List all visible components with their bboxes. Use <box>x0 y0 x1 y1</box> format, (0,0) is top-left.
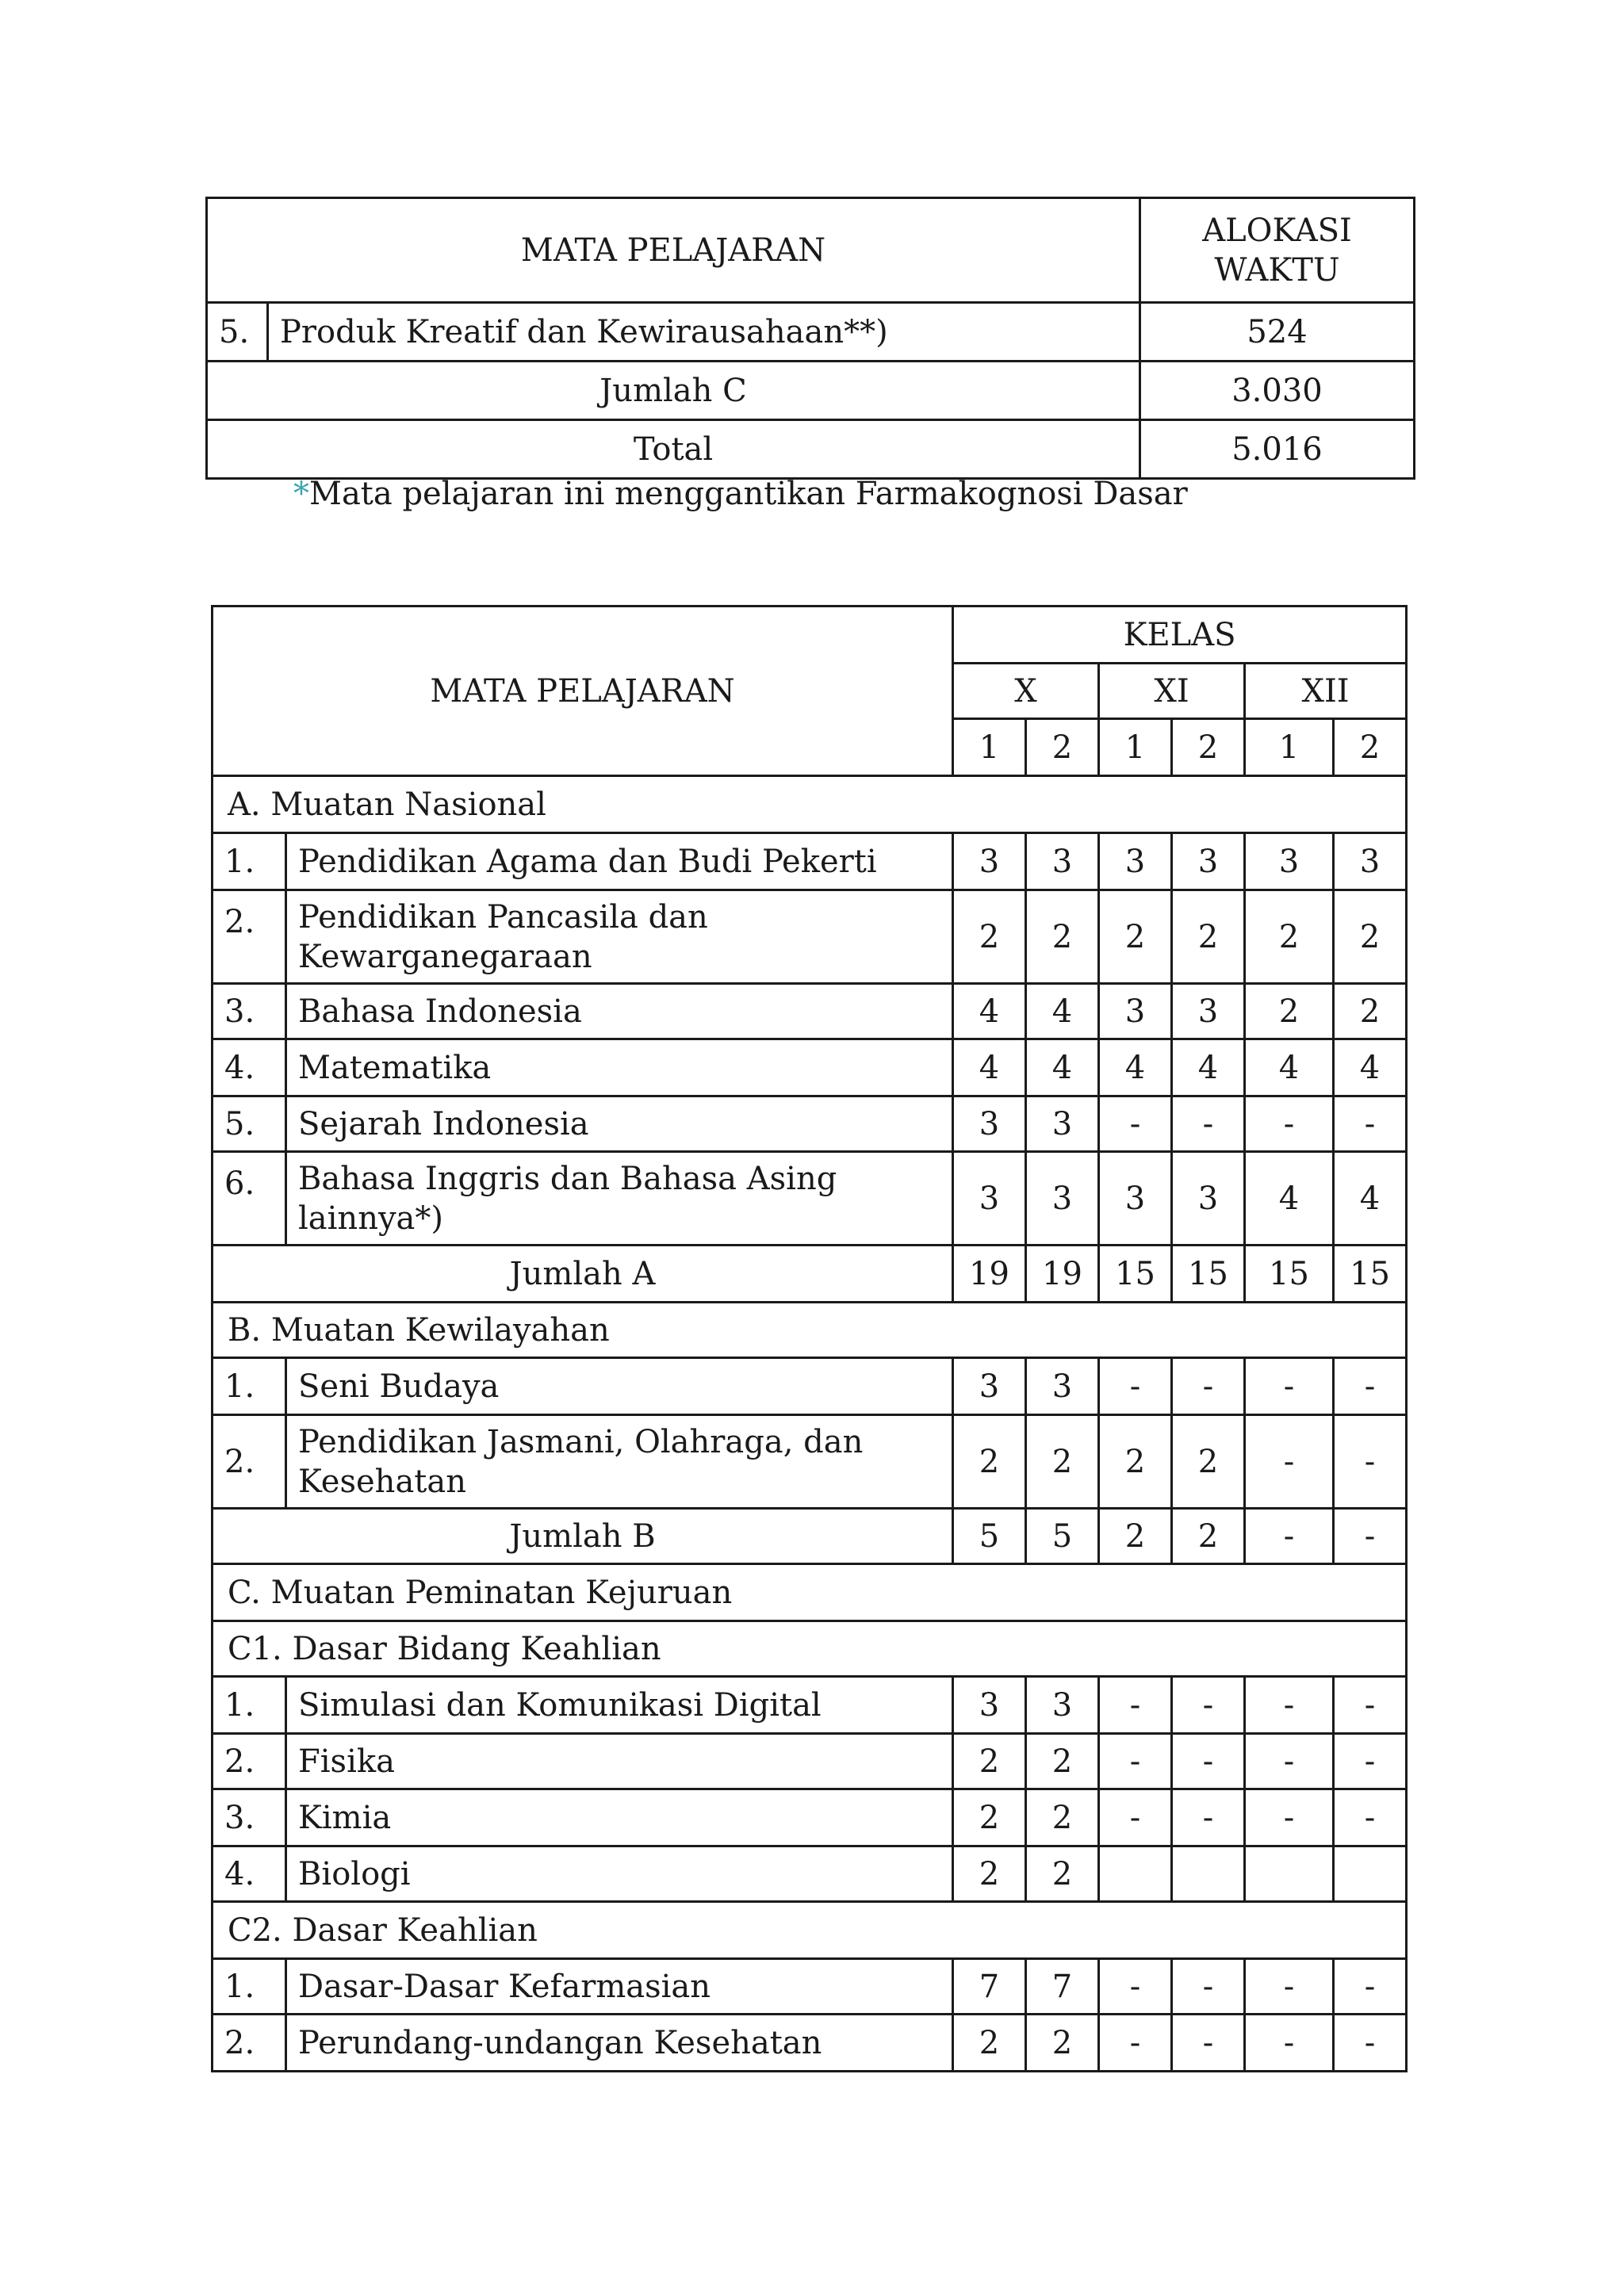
table-row <box>213 1358 1407 1415</box>
row-number: 2. <box>213 2015 286 2072</box>
jumlah-c-label: Jumlah C <box>207 362 1140 420</box>
row-number: 1. <box>213 1677 286 1734</box>
sum-value: 2 <box>1099 1509 1172 1564</box>
table-row <box>213 2015 1407 2072</box>
total-value: 5.016 <box>1140 420 1415 479</box>
footnote-text: Mata pelajaran ini menggantikan Farmakognosi Dasar <box>309 476 1188 512</box>
allocation-table <box>205 197 1415 480</box>
sum-value: 5 <box>1026 1509 1099 1564</box>
cell-value: 3 <box>953 833 1026 890</box>
cell-value: - <box>1245 1358 1334 1415</box>
semester: 1 <box>953 719 1026 776</box>
semester: 2 <box>1026 719 1099 776</box>
row-subject: Bahasa Indonesia <box>286 984 953 1039</box>
cell-value: 3 <box>1026 1096 1099 1152</box>
row-subject <box>286 1152 953 1246</box>
table-row <box>213 833 1407 890</box>
row-number: 1. <box>213 1358 286 1415</box>
cell-value: 2 <box>1026 1734 1099 1789</box>
row-subject-line1: Pendidikan Pancasila dan <box>298 898 708 936</box>
row-number: 6. <box>213 1152 286 1246</box>
cell-value: 3 <box>1026 1152 1099 1246</box>
sum-value: 15 <box>1334 1246 1407 1303</box>
cell-value: - <box>1172 1677 1245 1734</box>
row-value: 524 <box>1140 303 1415 362</box>
cell-value: - <box>1245 1789 1334 1846</box>
cell-value: - <box>1099 1789 1172 1846</box>
row-subject: Dasar-Dasar Kefarmasian <box>286 1959 953 2015</box>
row-number: 5. <box>207 303 268 362</box>
cell-value: - <box>1172 1734 1245 1789</box>
row-number: 2. <box>213 890 286 984</box>
cell-value: 2 <box>1026 1846 1099 1902</box>
cell-value: - <box>1245 1677 1334 1734</box>
table-row <box>213 1415 1407 1509</box>
cell-value: - <box>1334 1959 1407 2015</box>
cell-value: - <box>1245 1096 1334 1152</box>
cell-value: 4 <box>1334 1152 1407 1246</box>
cell-value <box>1172 1846 1245 1902</box>
cell-value: 4 <box>1026 1039 1099 1096</box>
cell-value: 2 <box>953 1415 1026 1509</box>
cell-value: 4 <box>1245 1152 1334 1246</box>
cell-value: 2 <box>1026 1789 1099 1846</box>
cell-value: 3 <box>1099 1152 1172 1246</box>
cell-value <box>1099 1846 1172 1902</box>
cell-value: - <box>1099 1677 1172 1734</box>
cell-value: 2 <box>953 890 1026 984</box>
cell-value: 3 <box>1099 833 1172 890</box>
cell-value: - <box>1172 1789 1245 1846</box>
cell-value: 3 <box>953 1358 1026 1415</box>
cell-value: 2 <box>1334 890 1407 984</box>
cell-value: 2 <box>1172 1415 1245 1509</box>
cell-value: 2 <box>1245 984 1334 1039</box>
subsection-title: C1. Dasar Bidang Keahlian <box>213 1621 1407 1677</box>
sum-value: 15 <box>1099 1246 1172 1303</box>
cell-value: 4 <box>1334 1039 1407 1096</box>
cell-value: - <box>1334 1734 1407 1789</box>
cell-value: 3 <box>1099 984 1172 1039</box>
header-alloc-line2: WAKTU <box>1214 251 1340 289</box>
cell-value: 3 <box>1026 833 1099 890</box>
cell-value: - <box>1245 1734 1334 1789</box>
cell-value: 3 <box>1026 1358 1099 1415</box>
cell-value: - <box>1334 1358 1407 1415</box>
cell-value: 7 <box>1026 1959 1099 2015</box>
row-subject: Pendidikan Agama dan Budi Pekerti <box>286 833 953 890</box>
cell-value: 3 <box>953 1677 1026 1734</box>
footnote <box>293 476 1188 512</box>
sum-value: 19 <box>953 1246 1026 1303</box>
section-title: A. Muatan Nasional <box>213 776 1407 833</box>
table-row <box>213 1734 1407 1789</box>
table-row <box>213 1959 1407 2015</box>
cell-value: 2 <box>1026 1415 1099 1509</box>
sum-label: Jumlah A <box>213 1246 953 1303</box>
row-subject-line2: Kewarganegaraan <box>298 938 592 975</box>
row-subject: Produk Kreatif dan Kewirausahaan**) <box>268 303 1140 362</box>
row-subject: Matematika <box>286 1039 953 1096</box>
header-subject: MATA PELAJARAN <box>207 198 1140 303</box>
footnote-star: * <box>293 476 309 512</box>
cell-value: 2 <box>1026 890 1099 984</box>
cell-value: 4 <box>1099 1039 1172 1096</box>
cell-value: 4 <box>953 984 1026 1039</box>
sum-value: 15 <box>1172 1246 1245 1303</box>
cell-value: 4 <box>1245 1039 1334 1096</box>
row-subject: Biologi <box>286 1846 953 1902</box>
cell-value: - <box>1099 1959 1172 2015</box>
sum-value: 2 <box>1172 1509 1245 1564</box>
header-alloc <box>1140 198 1415 303</box>
semester: 2 <box>1334 719 1407 776</box>
row-number: 4. <box>213 1846 286 1902</box>
section-title: B. Muatan Kewilayahan <box>213 1303 1407 1358</box>
cell-value: - <box>1334 1096 1407 1152</box>
semester: 2 <box>1172 719 1245 776</box>
table-row <box>213 1789 1407 1846</box>
cell-value: 2 <box>953 1846 1026 1902</box>
table-row <box>213 984 1407 1039</box>
cell-value: 4 <box>1172 1039 1245 1096</box>
sum-value: - <box>1245 1509 1334 1564</box>
cell-value: - <box>1099 2015 1172 2072</box>
cell-value: 2 <box>1334 984 1407 1039</box>
cell-value: 2 <box>1172 890 1245 984</box>
cell-value: 3 <box>1245 833 1334 890</box>
cell-value: 3 <box>953 1152 1026 1246</box>
row-subject: Seni Budaya <box>286 1358 953 1415</box>
row-subject: Kimia <box>286 1789 953 1846</box>
cell-value: - <box>1334 1415 1407 1509</box>
header-alloc-line1: ALOKASI <box>1202 212 1352 249</box>
grade-x: X <box>953 664 1099 719</box>
header-subject: MATA PELAJARAN <box>213 607 953 776</box>
sum-value: 19 <box>1026 1246 1099 1303</box>
header-kelas: KELAS <box>953 607 1407 664</box>
total-label: Total <box>207 420 1140 479</box>
cell-value: 2 <box>1099 1415 1172 1509</box>
cell-value: 4 <box>953 1039 1026 1096</box>
sum-label: Jumlah B <box>213 1509 953 1564</box>
cell-value: 2 <box>953 1789 1026 1846</box>
row-subject: Simulasi dan Komunikasi Digital <box>286 1677 953 1734</box>
cell-value: 2 <box>1099 890 1172 984</box>
cell-value: - <box>1245 1959 1334 2015</box>
cell-value: - <box>1245 1415 1334 1509</box>
row-number: 2. <box>213 1415 286 1509</box>
jumlah-c-value: 3.030 <box>1140 362 1415 420</box>
cell-value: - <box>1334 1677 1407 1734</box>
cell-value: - <box>1099 1096 1172 1152</box>
grade-xii: XII <box>1245 664 1407 719</box>
cell-value: 2 <box>1026 2015 1099 2072</box>
row-subject-line1: Pendidikan Jasmani, Olahraga, dan <box>298 1423 864 1460</box>
cell-value: - <box>1099 1358 1172 1415</box>
sum-row <box>213 1509 1407 1564</box>
row-subject: Sejarah Indonesia <box>286 1096 953 1152</box>
sum-value: - <box>1334 1509 1407 1564</box>
cell-value: 7 <box>953 1959 1026 2015</box>
cell-value: - <box>1172 1358 1245 1415</box>
cell-value: 3 <box>1334 833 1407 890</box>
row-subject-line1: Bahasa Inggris dan Bahasa Asing <box>298 1160 837 1197</box>
row-number: 5. <box>213 1096 286 1152</box>
row-number: 1. <box>213 833 286 890</box>
row-number: 3. <box>213 984 286 1039</box>
cell-value: - <box>1099 1734 1172 1789</box>
curriculum-table <box>211 605 1408 2072</box>
table-row <box>213 890 1407 984</box>
cell-value: - <box>1172 1096 1245 1152</box>
cell-value: 2 <box>1245 890 1334 984</box>
semester: 1 <box>1245 719 1334 776</box>
row-subject: Perundang-undangan Kesehatan <box>286 2015 953 2072</box>
cell-value: 3 <box>953 1096 1026 1152</box>
table-row <box>213 1677 1407 1734</box>
cell-value: 3 <box>1026 1677 1099 1734</box>
row-subject <box>286 1415 953 1509</box>
subsection-title: C2. Dasar Keahlian <box>213 1902 1407 1959</box>
section-title: C. Muatan Peminatan Kejuruan <box>213 1564 1407 1621</box>
cell-value: 4 <box>1026 984 1099 1039</box>
row-number: 1. <box>213 1959 286 2015</box>
table-row <box>213 1846 1407 1902</box>
cell-value: 3 <box>1172 984 1245 1039</box>
row-subject-line2: Kesehatan <box>298 1463 466 1500</box>
row-number: 4. <box>213 1039 286 1096</box>
sum-value: 5 <box>953 1509 1026 1564</box>
row-number: 2. <box>213 1734 286 1789</box>
row-subject: Fisika <box>286 1734 953 1789</box>
cell-value: 2 <box>953 2015 1026 2072</box>
row-number: 3. <box>213 1789 286 1846</box>
cell-value: - <box>1172 2015 1245 2072</box>
cell-value <box>1245 1846 1334 1902</box>
cell-value: - <box>1334 2015 1407 2072</box>
grade-xi: XI <box>1099 664 1245 719</box>
cell-value: - <box>1245 2015 1334 2072</box>
sum-row <box>213 1246 1407 1303</box>
table-row <box>213 1096 1407 1152</box>
cell-value: 3 <box>1172 833 1245 890</box>
table-row <box>213 1039 1407 1096</box>
row-subject-line2: lainnya*) <box>298 1200 444 1237</box>
cell-value: - <box>1172 1959 1245 2015</box>
cell-value: 3 <box>1172 1152 1245 1246</box>
sum-value: 15 <box>1245 1246 1334 1303</box>
row-subject <box>286 890 953 984</box>
cell-value <box>1334 1846 1407 1902</box>
cell-value: 2 <box>953 1734 1026 1789</box>
semester: 1 <box>1099 719 1172 776</box>
table-row <box>213 1152 1407 1246</box>
cell-value: - <box>1334 1789 1407 1846</box>
